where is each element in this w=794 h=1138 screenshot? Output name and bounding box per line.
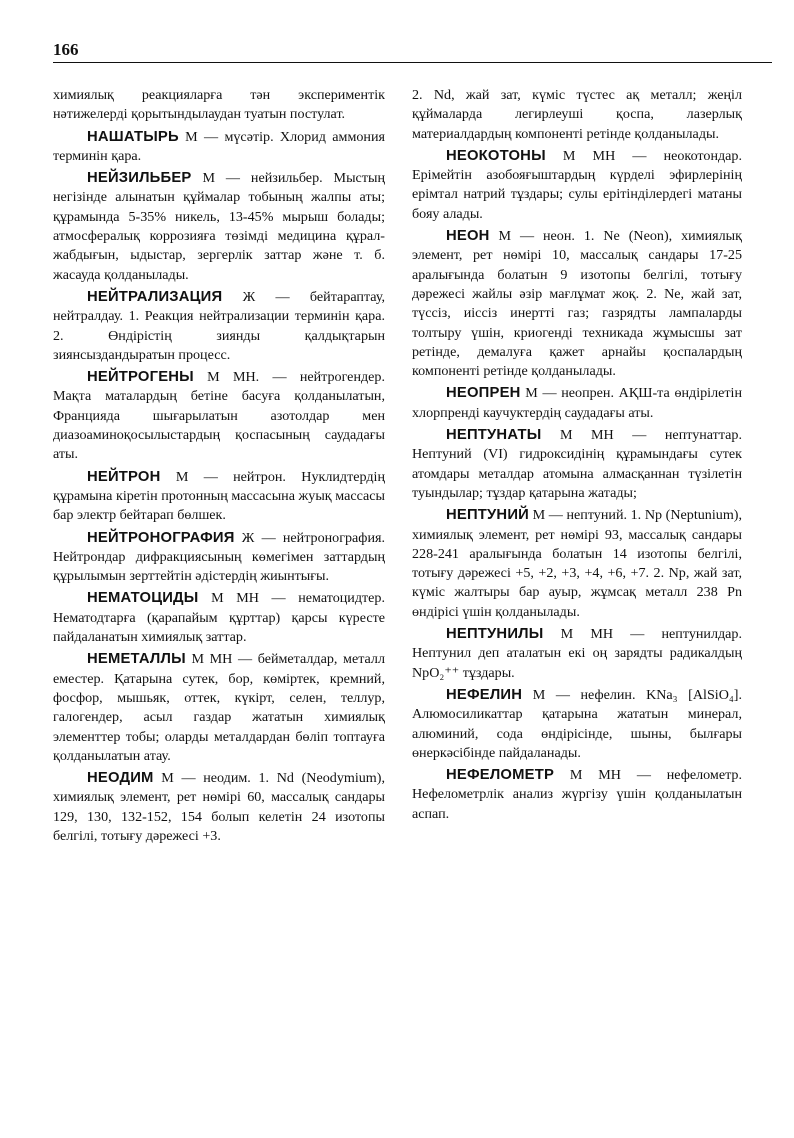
entry-definition: 2. Nd, жай зат, күміс түстес ақ металл; жеңіл құймаларда легирлеуші қоспа, лазерлық материалдардың компоненті ретінде қолданылады. <box>412 87 742 142</box>
entry-definition: М МН — неокотондар. Ерімейтін азобояғыштардың күрделі эфирлерінің ерімтал натрий тұздары; сулы ерітінділердегі матаны бояу алады. <box>412 147 742 222</box>
dictionary-entry <box>412 506 742 622</box>
entry-definition: Ж — бейтараптау, нейтралдау. 1. Реакция нейтрализации терминін қара. 2. Өндірістің зиянды қалдықтарын зиянсыздандыратын процесс. <box>53 288 385 363</box>
entry-continuation <box>53 86 385 125</box>
entry-definition: М МН. — нейтрогендер. Мақта маталардың бетіне басуға қолданылатын, Францияда шығарылатын азотолдар мен диазоаминоқосылыстардың қоспасының саудадағы аты. <box>53 369 385 463</box>
entry-definition: М — нептуний. 1. Np (Neptunium), химиялық элемент, рет нөмірі 93, массалық сандары 228-241 аралығында болатын 14 изотопы белгілі, тотығу дәрежесі +5, +2, +3, +4, +6, +7. 2. Np, жай зат, күміс жалтыры бар ауыр, жұмсақ металл 238 Pn өндірісі үшін қолданылады. <box>412 507 742 620</box>
dictionary-entry <box>53 368 385 464</box>
entry-definition: химиялық реакцияларға тән экспериментік нәтижелерді қорытындылаудан туатын постулат. <box>53 87 385 123</box>
dictionary-entry <box>412 625 742 683</box>
entry-headword: НЕЙТРОН <box>87 468 161 485</box>
left-column <box>53 86 385 849</box>
entry-headword: НЕМЕТАЛЛЫ <box>87 651 186 668</box>
entry-definition: Ж — нейтронография. Нейтрондар дифракциясының көмегімен заттардың құрылымын зерттейтін әдістердің жиынтығы. <box>53 529 385 585</box>
dictionary-entry <box>412 147 742 224</box>
entry-headword: НЕОПРЕН <box>446 385 521 402</box>
entry-headword: НЕЙЗИЛЬБЕР <box>87 170 192 187</box>
entry-headword: НЕОН <box>446 228 490 245</box>
entry-headword: НЕФЕЛИН <box>446 686 523 703</box>
entry-definition: М МН — бейметалдар, металл еместер. Қатарына сутек, бор, көміртек, кремний, фосфор, мышьяк, оттек, күкірт, селен, теллур, галогендер, асыл газдар жататын химиялық элементтер тобы; оларды металдардан бөліп топтауға қолданылатын атау. <box>53 651 386 764</box>
entry-headword: НАШАТЫРЬ <box>87 128 179 145</box>
dictionary-entry <box>53 128 385 167</box>
entry-continuation <box>412 86 742 144</box>
dictionary-entry <box>53 769 385 846</box>
entry-definition: М — мүсәтір. Хлорид аммония терминін қара. <box>53 128 385 164</box>
entry-definition: М МН — нефелометр. Нефелометрлік анализ жүргізу үшін қолданылатын аспап. <box>412 767 742 822</box>
entry-headword: НЕЙТРАЛИЗАЦИЯ <box>87 288 223 305</box>
dictionary-entry <box>53 468 385 526</box>
entry-definition: М — нефелин. KNa₃ [AlSiO₄]. Алюмосиликаттар қатарына жататын минерал, алюминий, сода өндірісінде, шыны, былғары өнеркәсібінде пайдаланады. <box>412 686 743 761</box>
entry-headword: НЕПТУНАТЫ <box>446 427 542 444</box>
entry-headword: НЕПТУНИЙ <box>446 507 529 524</box>
dictionary-entry <box>53 529 385 587</box>
entry-headword: НЕЙТРОГЕНЫ <box>87 369 194 386</box>
right-column <box>412 86 742 827</box>
entry-definition: М МН — нептунаттар. Нептуний (VI) гидроксидінің құрамындағы сутек атомдары металдар атомына алмасқаннан түзілетін туындылар; тұздар қатарына жатады; <box>412 427 743 501</box>
entry-definition: М — неопрен. АҚШ-та өндірілетін хлорпренді каучуктердің саудадағы аты. <box>412 385 742 421</box>
dictionary-entry <box>412 766 742 824</box>
entry-headword: НЕМАТОЦИДЫ <box>87 590 199 607</box>
dictionary-entry <box>412 384 742 423</box>
dictionary-entry <box>412 686 742 763</box>
entry-headword: НЕЙТРОНОГРАФИЯ <box>87 529 235 546</box>
page-number: 166 <box>53 40 79 59</box>
entry-headword: НЕПТУНИЛЫ <box>446 626 544 643</box>
entry-definition: М МН — нематоцидтер. Нематодтарға (қарапайым құрттар) қарсы күресте пайдаланатын химиялық заттар. <box>53 590 385 646</box>
entry-headword: НЕОДИМ <box>87 770 154 787</box>
entry-definition: М — нейзильбер. Мыстың негізінде алынатын құймалар тобының жалпы аты; құрамында 5-35% никель, 13-45% мырыш болады; атмосфералық коррозияға төзімді медицина құрал-жабдығын, ыдыстар, зергерлік заттар және т. б. жасауда қолданылады. <box>53 170 385 283</box>
header-rule <box>53 62 772 63</box>
entry-definition: М — неодим. 1. Nd (Neodymium), химиялық элемент, рет нөмірі 60, массалық сандары 129, 130, 132-152, 154 болып келетін 24 изотопы белгілі, тотығу дәрежесі +3. <box>53 770 385 844</box>
dictionary-entry <box>53 288 385 365</box>
entry-definition: М — нейтрон. Нуклидтердің құрамына кіретін протонның массасына жуық массасы бар электр бейтарап бөлшек. <box>53 468 385 524</box>
dictionary-entry <box>412 426 742 503</box>
dictionary-entry <box>53 589 385 647</box>
entry-headword: НЕОКОТОНЫ <box>446 147 546 164</box>
entry-definition: М МН — нептунилдар. Нептунил деп аталатын екі оң зарядты радикалдың NpO₂⁺⁺ тұздары. <box>412 626 742 681</box>
dictionary-entry <box>53 650 385 766</box>
dictionary-entry <box>412 227 742 381</box>
entry-headword: НЕФЕЛОМЕТР <box>446 767 555 784</box>
dictionary-entry <box>53 169 385 285</box>
entry-definition: М — неон. 1. Ne (Neon), химиялық элемент, рет нөмірі 10, массалық сандары 17-25 аралығында болатын 9 изотопы белгілі, тотығу дәрежесі жайлы әзір мағлұмат жоқ. 2. Ne, жай зат, түссіз, иіссіз инертті газ; газрядты лампаларды толтыру үшін, криогенді техникада жұмысшы зат ретінде, демалуға қажет арнайы қоспалардың компоненті ретінде қолданылады. <box>412 228 742 380</box>
